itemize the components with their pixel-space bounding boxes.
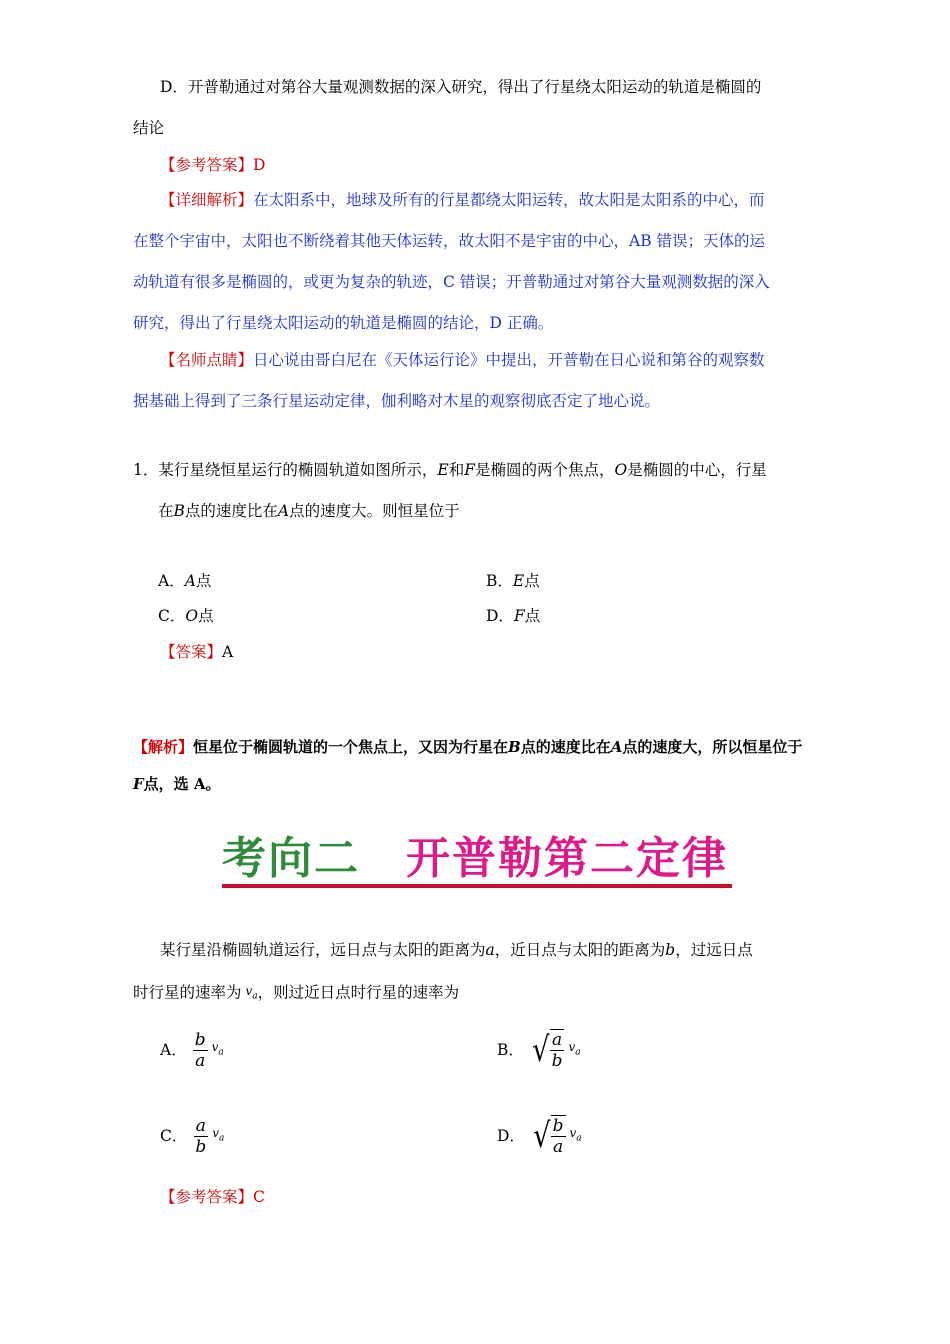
option-label: C．	[160, 1127, 188, 1145]
option-text: 点	[524, 572, 540, 590]
question-text: 是椭圆的两个焦点，	[475, 461, 615, 479]
analysis-text: 恒星位于椭圆轨道的一个焦点上，又因为行星在	[193, 738, 509, 756]
option-d-text-cont: 结论	[133, 119, 165, 137]
va-base: v	[245, 984, 253, 998]
numerator: b	[552, 1116, 564, 1136]
option-text: 点	[524, 607, 541, 625]
question-text: 时行星的速率为	[133, 983, 242, 1002]
question-2-line1	[160, 939, 753, 961]
section-banner	[222, 834, 732, 890]
var-F: F	[464, 461, 475, 479]
va-base: v	[212, 1126, 220, 1141]
reference-answer-2	[160, 1186, 265, 1208]
question-number: 1．	[133, 461, 159, 479]
analysis-text: 点的速度大，所以恒星位于	[622, 738, 803, 756]
q1-option-d[interactable]	[486, 605, 540, 627]
var-B: B	[173, 502, 185, 520]
var-va	[245, 984, 258, 1002]
va-base: v	[569, 1126, 577, 1141]
question-text: ，近日点与太阳的距离为	[494, 941, 666, 959]
analysis-2-line2	[133, 773, 221, 795]
var-F: F	[133, 775, 144, 793]
teacher-note-line1	[160, 349, 765, 371]
answer-value: A	[222, 643, 234, 661]
radical-sign-icon: √	[532, 1030, 550, 1070]
answer-1	[160, 641, 233, 663]
section-banner-title	[222, 834, 732, 884]
va-base: v	[568, 1040, 576, 1055]
q1-option-c[interactable]	[158, 605, 214, 627]
var-b: b	[665, 941, 676, 959]
analysis-2-line1	[133, 736, 802, 758]
reference-answer-value: D	[253, 156, 266, 174]
var-O: O	[614, 461, 628, 479]
question-text: 点的速度比在	[184, 502, 278, 520]
va-base: v	[211, 1040, 219, 1055]
option-label: B．	[497, 1041, 524, 1059]
option-label: D．	[486, 607, 514, 625]
option-var: E	[512, 572, 525, 590]
question-1-line2	[158, 500, 460, 522]
fraction	[193, 1030, 208, 1071]
var-va	[212, 1036, 224, 1063]
option-label: A．	[158, 572, 185, 590]
option-label: D．	[497, 1127, 525, 1145]
option-var: O	[185, 607, 199, 625]
var-va	[212, 1122, 224, 1149]
detailed-analysis-line3: 动轨道有很多是椭圆的，或更为复杂的轨迹，C 错误；开普勒通过对第谷大量观测数据的深入	[133, 273, 770, 291]
banner-part-1: 考向二	[222, 833, 406, 884]
va-subscript: a	[575, 1047, 581, 1058]
option-d-line1	[160, 76, 761, 98]
va-subscript: a	[576, 1133, 582, 1144]
option-text: 点	[198, 607, 214, 625]
option-label: B．	[486, 572, 513, 590]
answer-tag: 【答案】	[160, 643, 223, 661]
reference-answer-1	[160, 154, 265, 176]
denominator: a	[552, 1137, 564, 1157]
analysis-text: 点的速度比在	[520, 738, 611, 756]
option-label: A．	[160, 1041, 187, 1059]
question-text: 某行星绕恒星运行的椭圆轨道如图所示，	[158, 461, 438, 479]
numerator: a	[551, 1030, 563, 1050]
option-d-line2	[133, 117, 164, 139]
question-text: 是椭圆的中心，行星	[627, 461, 767, 479]
question-2-line2	[133, 980, 459, 1007]
option-var: F	[513, 607, 525, 625]
va-subscript: a	[219, 1133, 225, 1144]
analysis-text: 点，选 A。	[143, 775, 221, 793]
square-root	[531, 1115, 566, 1157]
q2-option-d[interactable]	[497, 1108, 582, 1164]
fraction	[551, 1116, 566, 1157]
detailed-analysis-tag: 【详细解析】	[160, 191, 254, 209]
reference-answer-tag: 【参考答案】	[160, 1188, 254, 1206]
question-text: 和	[448, 461, 465, 479]
numerator: b	[194, 1029, 206, 1050]
q2-option-c[interactable]	[160, 1108, 224, 1164]
question-1-line1	[133, 459, 767, 481]
detailed-analysis-line4: 研究，得出了行星绕太阳运动的轨道是椭圆的结论，D 正确。	[133, 314, 554, 332]
question-text: 某行星沿椭圆轨道运行，远日点与太阳的距离为	[160, 941, 486, 959]
option-d-text: D．开普勒通过对第谷大量观测数据的深入研究，得出了行星绕太阳运动的轨道是椭圆的	[160, 78, 762, 96]
question-text: ，过远日点	[675, 941, 753, 959]
radical-sign-icon: √	[533, 1116, 551, 1156]
var-A: A	[277, 502, 290, 520]
radicand	[551, 1115, 566, 1157]
var-B: B	[508, 738, 521, 756]
option-text: 点	[195, 572, 212, 590]
banner-part-2: 开普勒第二定律	[406, 833, 728, 884]
reference-answer-value: C	[253, 1188, 265, 1206]
var-a: a	[485, 941, 495, 959]
detailed-analysis-text: 在太阳系中，地球及所有的行星都绕太阳运转，故太阳是太阳系的中心，而	[253, 191, 765, 209]
q1-option-a[interactable]	[158, 570, 211, 592]
banner-underline	[222, 884, 732, 888]
detailed-analysis-line1	[160, 189, 765, 211]
denominator: b	[195, 1136, 207, 1157]
radicand	[550, 1029, 565, 1071]
teacher-note-line2: 据基础上得到了三条行星运动定律，伽利略对木星的观察彻底否定了地心说。	[133, 392, 661, 410]
va-subscript: a	[218, 1047, 224, 1058]
question-text: 在	[158, 502, 174, 520]
q1-option-b[interactable]	[486, 570, 540, 592]
analysis-tag: 【解析】	[133, 738, 194, 756]
teacher-note-text: 日心说由哥白尼在《天体运行论》中提出，开普勒在日心说和第谷的观察数	[253, 351, 765, 369]
denominator: a	[195, 1050, 206, 1071]
option-label: C．	[158, 607, 186, 625]
q2-option-b[interactable]	[497, 1022, 581, 1078]
numerator: a	[195, 1115, 206, 1136]
fraction	[193, 1116, 208, 1157]
fraction	[550, 1030, 565, 1071]
var-va	[568, 1036, 580, 1063]
question-text: ，则过近日点时行星的速率为	[257, 983, 460, 1002]
question-text: 点的速度大。则恒星位于	[289, 502, 460, 520]
var-va	[570, 1122, 582, 1149]
reference-answer-tag: 【参考答案】	[160, 156, 254, 174]
var-A: A	[610, 738, 623, 756]
q2-option-a[interactable]	[160, 1022, 224, 1078]
denominator: b	[551, 1051, 563, 1071]
detailed-analysis-line2: 在整个宇宙中，太阳也不断绕着其他天体运转，故太阳不是宇宙的中心，AB 错误；天体的运	[133, 232, 766, 250]
option-var: A	[184, 572, 196, 590]
square-root	[530, 1029, 565, 1071]
var-E: E	[437, 461, 449, 479]
va-subscript: a	[252, 991, 258, 1002]
teacher-note-tag: 【名师点睛】	[160, 351, 254, 369]
